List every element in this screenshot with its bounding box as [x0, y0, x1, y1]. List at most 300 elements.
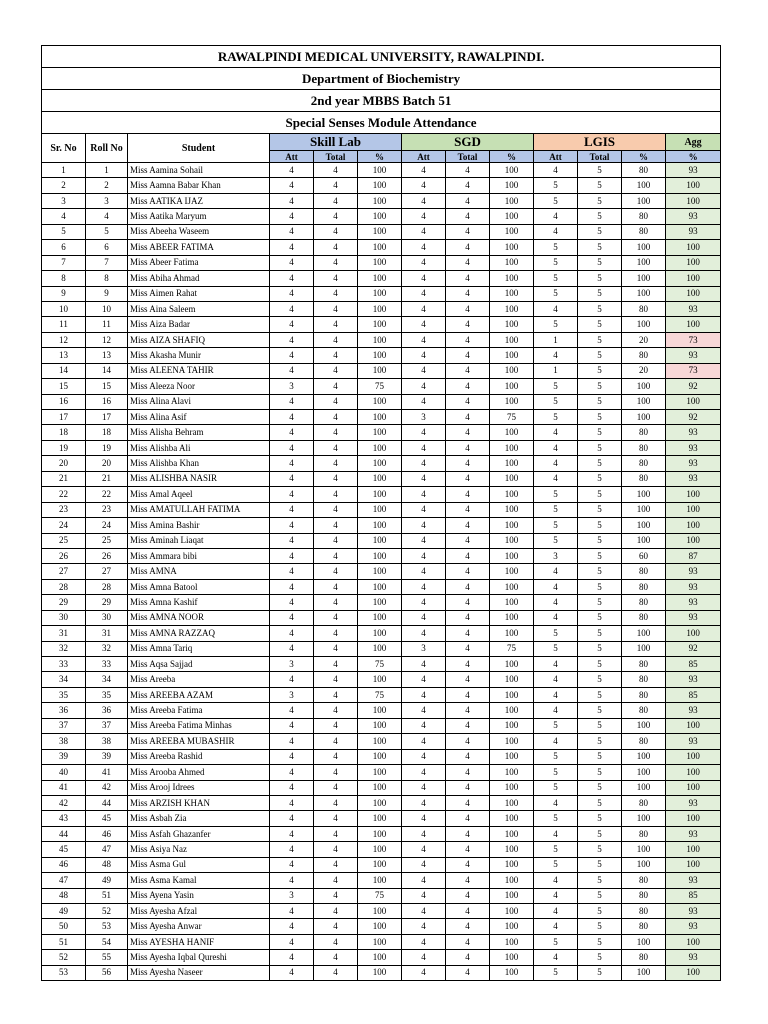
- skill-percent-cell: 100: [358, 579, 402, 594]
- table-row: [42, 579, 721, 594]
- agg-percent-cell: 100: [666, 718, 721, 733]
- sgd-percent-cell: 100: [490, 595, 534, 610]
- skill-total-cell: 4: [314, 440, 358, 455]
- lgis-total-cell: 5: [578, 579, 622, 594]
- lgis-percent-cell: 100: [622, 965, 666, 980]
- student-name-cell: Miss Ammara bibi: [128, 548, 270, 563]
- student-name-cell: Miss Areeba Fatima Minhas: [128, 718, 270, 733]
- skill-total-cell: 4: [314, 564, 358, 579]
- roll-no-cell: 2: [86, 178, 128, 193]
- lgis-percent-cell: 20: [622, 363, 666, 378]
- skill-percent-cell: 100: [358, 363, 402, 378]
- roll-no-cell: 34: [86, 672, 128, 687]
- lgis-total-cell: 5: [578, 286, 622, 301]
- roll-no-cell: 1: [86, 163, 128, 178]
- sgd-percent-cell: 75: [490, 641, 534, 656]
- skill-total-cell: 4: [314, 641, 358, 656]
- sgd-att-cell: 4: [402, 765, 446, 780]
- skill-total-cell: 4: [314, 826, 358, 841]
- lgis-total-cell: 5: [578, 718, 622, 733]
- skill-percent-cell: 100: [358, 842, 402, 857]
- student-name-cell: Miss AREEBA AZAM: [128, 687, 270, 702]
- sgd-att-cell: 4: [402, 178, 446, 193]
- lgis-percent-cell: 100: [622, 718, 666, 733]
- skill-total-cell: 4: [314, 271, 358, 286]
- skill-att-cell: 4: [270, 224, 314, 239]
- lgis-total-cell: 5: [578, 301, 622, 316]
- sgd-percent-cell: 100: [490, 626, 534, 641]
- skill-att-cell: 3: [270, 888, 314, 903]
- student-name-cell: Miss Aqsa Sajjad: [128, 657, 270, 672]
- skill-att-cell: 4: [270, 857, 314, 872]
- sgd-total-cell: 4: [446, 934, 490, 949]
- sr-no-cell: 14: [42, 363, 86, 378]
- skill-total-cell: 4: [314, 626, 358, 641]
- table-row: [42, 379, 721, 394]
- lgis-percent-cell: 100: [622, 749, 666, 764]
- student-name-cell: Miss Asbah Zia: [128, 811, 270, 826]
- sgd-total-cell: 4: [446, 564, 490, 579]
- sgd-att-cell: 4: [402, 533, 446, 548]
- sgd-total-cell: 4: [446, 718, 490, 733]
- agg-percent-cell: 73: [666, 332, 721, 347]
- lgis-total-cell: 5: [578, 471, 622, 486]
- skill-total-cell: 4: [314, 888, 358, 903]
- skill-att-cell: 4: [270, 641, 314, 656]
- lgis-att-cell: 1: [534, 363, 578, 378]
- sr-no-cell: 17: [42, 410, 86, 425]
- sgd-total-cell: 4: [446, 950, 490, 965]
- sgd-percent-cell: 100: [490, 224, 534, 239]
- agg-percent-cell: 100: [666, 934, 721, 949]
- student-name-cell: Miss ALISHBA NASIR: [128, 471, 270, 486]
- skill-percent-cell: 100: [358, 255, 402, 270]
- lgis-percent-cell: 100: [622, 240, 666, 255]
- lgis-att-cell: 5: [534, 718, 578, 733]
- sr-no-cell: 27: [42, 564, 86, 579]
- sr-no-cell: 39: [42, 749, 86, 764]
- sgd-att-cell: 4: [402, 811, 446, 826]
- skill-att-cell: 4: [270, 811, 314, 826]
- skill-att-cell: 4: [270, 795, 314, 810]
- sgd-att-cell: 4: [402, 518, 446, 533]
- skill-total-header: Total: [314, 151, 358, 163]
- lgis-percent-cell: 80: [622, 456, 666, 471]
- skill-att-header: Att: [270, 151, 314, 163]
- lgis-percent-cell: 80: [622, 440, 666, 455]
- sr-no-cell: 1: [42, 163, 86, 178]
- lgis-total-cell: 5: [578, 657, 622, 672]
- roll-no-cell: 44: [86, 795, 128, 810]
- student-name-cell: Miss AMNA: [128, 564, 270, 579]
- roll-no-cell: 41: [86, 765, 128, 780]
- lgis-total-cell: 5: [578, 564, 622, 579]
- lgis-att-cell: 4: [534, 672, 578, 687]
- sgd-percent-cell: 100: [490, 163, 534, 178]
- sgd-total-cell: 4: [446, 657, 490, 672]
- skill-att-cell: 3: [270, 657, 314, 672]
- sgd-percent-cell: 100: [490, 394, 534, 409]
- roll-no-cell: 49: [86, 873, 128, 888]
- skill-att-cell: 4: [270, 610, 314, 625]
- sgd-att-cell: 4: [402, 579, 446, 594]
- agg-percent-cell: 100: [666, 518, 721, 533]
- sgd-percent-cell: 100: [490, 317, 534, 332]
- agg-percent-cell: 85: [666, 657, 721, 672]
- sr-no-cell: 38: [42, 734, 86, 749]
- roll-no-cell: 39: [86, 749, 128, 764]
- sgd-percent-cell: 100: [490, 718, 534, 733]
- lgis-att-cell: 4: [534, 224, 578, 239]
- skill-att-cell: 4: [270, 440, 314, 455]
- lgis-percent-cell: 100: [622, 286, 666, 301]
- agg-percent-cell: 100: [666, 965, 721, 980]
- student-name-cell: Miss Akasha Munir: [128, 348, 270, 363]
- sgd-percent-cell: 100: [490, 672, 534, 687]
- student-name-cell: Miss Amna Kashif: [128, 595, 270, 610]
- lgis-total-cell: 5: [578, 641, 622, 656]
- lgis-percent-cell: 100: [622, 178, 666, 193]
- sgd-total-cell: 4: [446, 502, 490, 517]
- sr-no-cell: 36: [42, 703, 86, 718]
- sgd-percent-cell: 100: [490, 286, 534, 301]
- lgis-total-cell: 5: [578, 626, 622, 641]
- table-row: [42, 780, 721, 795]
- student-name-cell: Miss Amal Aqeel: [128, 487, 270, 502]
- sgd-total-cell: 4: [446, 348, 490, 363]
- student-name-cell: Miss Areeba Rashid: [128, 749, 270, 764]
- sgd-percent-cell: 100: [490, 749, 534, 764]
- sr-no-cell: 20: [42, 456, 86, 471]
- skill-percent-cell: 100: [358, 178, 402, 193]
- skill-att-cell: 4: [270, 286, 314, 301]
- lgis-total-header: Total: [578, 151, 622, 163]
- skill-percent-cell: 100: [358, 456, 402, 471]
- lgis-att-cell: 4: [534, 425, 578, 440]
- sgd-att-cell: 4: [402, 904, 446, 919]
- lgis-percent-cell: 80: [622, 734, 666, 749]
- sgd-percent-cell: 100: [490, 842, 534, 857]
- table-row: [42, 410, 721, 425]
- sr-no-cell: 34: [42, 672, 86, 687]
- agg-percent-cell: 100: [666, 857, 721, 872]
- lgis-att-cell: 5: [534, 811, 578, 826]
- agg-header: Agg: [666, 134, 721, 151]
- sgd-percent-cell: 100: [490, 919, 534, 934]
- sr-no-cell: 43: [42, 811, 86, 826]
- skill-att-cell: 4: [270, 394, 314, 409]
- lgis-att-cell: 5: [534, 749, 578, 764]
- roll-no-cell: 10: [86, 301, 128, 316]
- lgis-att-cell: 5: [534, 518, 578, 533]
- agg-percent-cell: 93: [666, 950, 721, 965]
- skill-att-cell: 4: [270, 950, 314, 965]
- agg-percent-cell: 93: [666, 456, 721, 471]
- agg-percent-cell: 93: [666, 919, 721, 934]
- skill-att-cell: 4: [270, 363, 314, 378]
- sgd-att-cell: 4: [402, 888, 446, 903]
- lgis-att-cell: 4: [534, 163, 578, 178]
- sgd-percent-cell: 100: [490, 657, 534, 672]
- sgd-total-cell: 4: [446, 271, 490, 286]
- skill-total-cell: 4: [314, 579, 358, 594]
- lgis-total-cell: 5: [578, 425, 622, 440]
- sgd-total-cell: 4: [446, 518, 490, 533]
- sgd-percent-cell: 100: [490, 518, 534, 533]
- skill-total-cell: 4: [314, 209, 358, 224]
- sgd-percent-cell: 100: [490, 904, 534, 919]
- sgd-att-cell: 4: [402, 703, 446, 718]
- student-name-cell: Miss AMATULLAH FATIMA: [128, 502, 270, 517]
- skill-percent-cell: 75: [358, 657, 402, 672]
- roll-no-cell: 55: [86, 950, 128, 965]
- skill-total-cell: 4: [314, 610, 358, 625]
- lgis-att-cell: 5: [534, 842, 578, 857]
- skill-total-cell: 4: [314, 533, 358, 548]
- skill-att-cell: 4: [270, 518, 314, 533]
- skill-percent-cell: 100: [358, 163, 402, 178]
- sgd-total-cell: 4: [446, 641, 490, 656]
- sgd-total-cell: 4: [446, 965, 490, 980]
- sgd-att-cell: 4: [402, 348, 446, 363]
- lgis-att-cell: 5: [534, 255, 578, 270]
- lgis-total-cell: 5: [578, 502, 622, 517]
- lgis-total-cell: 5: [578, 904, 622, 919]
- skill-total-cell: 4: [314, 857, 358, 872]
- lgis-percent-cell: 100: [622, 317, 666, 332]
- roll-no-cell: 9: [86, 286, 128, 301]
- skill-total-cell: 4: [314, 734, 358, 749]
- sr-no-cell: 18: [42, 425, 86, 440]
- skill-total-cell: 4: [314, 548, 358, 563]
- agg-percent-cell: 93: [666, 904, 721, 919]
- lgis-total-cell: 5: [578, 379, 622, 394]
- student-name-cell: Miss AMNA RAZZAQ: [128, 626, 270, 641]
- student-name-cell: Miss Alisha Behram: [128, 425, 270, 440]
- skill-att-cell: 4: [270, 842, 314, 857]
- sr-no-cell: 19: [42, 440, 86, 455]
- student-name-cell: Miss Alina Alavi: [128, 394, 270, 409]
- roll-no-cell: 17: [86, 410, 128, 425]
- student-header: Student: [128, 134, 270, 163]
- sgd-percent-cell: 100: [490, 271, 534, 286]
- lgis-percent-cell: 100: [622, 271, 666, 286]
- sr-no-cell: 31: [42, 626, 86, 641]
- roll-no-cell: 26: [86, 548, 128, 563]
- roll-no-cell: 25: [86, 533, 128, 548]
- skill-att-cell: 4: [270, 626, 314, 641]
- skill-att-cell: 4: [270, 965, 314, 980]
- table-row: [42, 548, 721, 563]
- skill-lab-header: Skill Lab: [270, 134, 402, 151]
- sgd-att-cell: 4: [402, 672, 446, 687]
- lgis-att-cell: 4: [534, 795, 578, 810]
- skill-total-cell: 4: [314, 795, 358, 810]
- student-name-cell: Miss Aamina Sohail: [128, 163, 270, 178]
- lgis-total-cell: 5: [578, 873, 622, 888]
- sgd-att-cell: 4: [402, 471, 446, 486]
- sgd-att-cell: 4: [402, 240, 446, 255]
- agg-percent-cell: 100: [666, 780, 721, 795]
- agg-percent-cell: 100: [666, 255, 721, 270]
- skill-percent-cell: 100: [358, 240, 402, 255]
- sgd-total-cell: 4: [446, 255, 490, 270]
- sgd-percent-header: %: [490, 151, 534, 163]
- table-row: [42, 842, 721, 857]
- sgd-percent-cell: 100: [490, 255, 534, 270]
- attendance-sheet: [41, 45, 720, 981]
- table-row: [42, 193, 721, 208]
- sr-no-cell: 42: [42, 795, 86, 810]
- student-name-cell: Miss AATIKA IJAZ: [128, 193, 270, 208]
- sgd-att-cell: 4: [402, 919, 446, 934]
- sr-no-cell: 3: [42, 193, 86, 208]
- lgis-percent-cell: 100: [622, 487, 666, 502]
- roll-no-cell: 31: [86, 626, 128, 641]
- sgd-percent-cell: 100: [490, 348, 534, 363]
- skill-percent-cell: 100: [358, 950, 402, 965]
- sgd-total-cell: 4: [446, 301, 490, 316]
- skill-percent-cell: 100: [358, 193, 402, 208]
- skill-total-cell: 4: [314, 904, 358, 919]
- skill-total-cell: 4: [314, 379, 358, 394]
- skill-att-cell: 4: [270, 873, 314, 888]
- skill-total-cell: 4: [314, 687, 358, 702]
- lgis-att-cell: 5: [534, 934, 578, 949]
- roll-no-cell: 35: [86, 687, 128, 702]
- sgd-total-cell: 4: [446, 765, 490, 780]
- student-name-cell: Miss Areeba: [128, 672, 270, 687]
- agg-percent-cell: 73: [666, 363, 721, 378]
- sgd-percent-cell: 100: [490, 193, 534, 208]
- department-title: Department of Biochemistry: [42, 68, 721, 90]
- lgis-att-cell: 4: [534, 209, 578, 224]
- sgd-percent-cell: 100: [490, 888, 534, 903]
- roll-no-cell: 36: [86, 703, 128, 718]
- sgd-percent-cell: 100: [490, 502, 534, 517]
- agg-percent-cell: 92: [666, 379, 721, 394]
- lgis-percent-cell: 80: [622, 348, 666, 363]
- lgis-att-cell: 5: [534, 857, 578, 872]
- skill-att-cell: 4: [270, 255, 314, 270]
- roll-no-cell: 29: [86, 595, 128, 610]
- table-row: [42, 456, 721, 471]
- lgis-total-cell: 5: [578, 363, 622, 378]
- sgd-total-header: Total: [446, 151, 490, 163]
- sgd-total-cell: 4: [446, 610, 490, 625]
- student-name-cell: Miss Arooba Ahmed: [128, 765, 270, 780]
- lgis-att-cell: 4: [534, 471, 578, 486]
- table-row: [42, 657, 721, 672]
- agg-percent-cell: 93: [666, 873, 721, 888]
- student-name-cell: Miss Areeba Fatima: [128, 703, 270, 718]
- agg-percent-cell: 93: [666, 348, 721, 363]
- sgd-total-cell: 4: [446, 440, 490, 455]
- sgd-att-cell: 4: [402, 595, 446, 610]
- sgd-att-cell: 4: [402, 857, 446, 872]
- skill-percent-cell: 100: [358, 672, 402, 687]
- sgd-att-cell: 4: [402, 826, 446, 841]
- lgis-total-cell: 5: [578, 857, 622, 872]
- lgis-att-cell: 4: [534, 734, 578, 749]
- student-name-cell: Miss Ayesha Iqbal Qureshi: [128, 950, 270, 965]
- roll-no-cell: 15: [86, 379, 128, 394]
- sgd-total-cell: 4: [446, 703, 490, 718]
- skill-att-cell: 4: [270, 734, 314, 749]
- agg-percent-cell: 85: [666, 888, 721, 903]
- sgd-att-cell: 4: [402, 564, 446, 579]
- table-row: [42, 564, 721, 579]
- table-row: [42, 811, 721, 826]
- skill-percent-cell: 100: [358, 857, 402, 872]
- sgd-total-cell: 4: [446, 548, 490, 563]
- lgis-att-cell: 4: [534, 950, 578, 965]
- lgis-att-cell: 4: [534, 348, 578, 363]
- sgd-total-cell: 4: [446, 286, 490, 301]
- batch-title: 2nd year MBBS Batch 51: [42, 90, 721, 112]
- table-row: [42, 873, 721, 888]
- sr-no-cell: 15: [42, 379, 86, 394]
- sr-no-cell: 53: [42, 965, 86, 980]
- skill-att-cell: 4: [270, 564, 314, 579]
- table-row: [42, 240, 721, 255]
- lgis-att-cell: 5: [534, 240, 578, 255]
- sgd-total-cell: 4: [446, 595, 490, 610]
- skill-percent-cell: 100: [358, 502, 402, 517]
- agg-percent-cell: 100: [666, 502, 721, 517]
- agg-percent-header: %: [666, 151, 721, 163]
- skill-att-cell: 4: [270, 749, 314, 764]
- skill-total-cell: 4: [314, 332, 358, 347]
- agg-percent-cell: 93: [666, 301, 721, 316]
- sr-no-cell: 25: [42, 533, 86, 548]
- lgis-att-cell: 4: [534, 610, 578, 625]
- skill-percent-cell: 100: [358, 826, 402, 841]
- lgis-total-cell: 5: [578, 672, 622, 687]
- agg-percent-cell: 93: [666, 734, 721, 749]
- lgis-total-cell: 5: [578, 595, 622, 610]
- skill-percent-cell: 100: [358, 271, 402, 286]
- skill-percent-cell: 100: [358, 626, 402, 641]
- sr-no-cell: 5: [42, 224, 86, 239]
- sgd-att-cell: 4: [402, 163, 446, 178]
- sgd-percent-cell: 100: [490, 873, 534, 888]
- sgd-percent-cell: 100: [490, 363, 534, 378]
- sgd-att-cell: 4: [402, 363, 446, 378]
- lgis-att-cell: 4: [534, 687, 578, 702]
- skill-att-cell: 4: [270, 332, 314, 347]
- agg-percent-cell: 100: [666, 842, 721, 857]
- sgd-att-cell: 4: [402, 317, 446, 332]
- table-row: [42, 826, 721, 841]
- skill-percent-cell: 100: [358, 224, 402, 239]
- skill-total-cell: 4: [314, 363, 358, 378]
- sgd-att-cell: 4: [402, 209, 446, 224]
- student-name-cell: Miss Ayesha Anwar: [128, 919, 270, 934]
- sgd-percent-cell: 100: [490, 934, 534, 949]
- sr-no-cell: 23: [42, 502, 86, 517]
- lgis-total-cell: 5: [578, 965, 622, 980]
- lgis-percent-cell: 80: [622, 873, 666, 888]
- agg-percent-cell: 100: [666, 286, 721, 301]
- agg-percent-cell: 100: [666, 317, 721, 332]
- sgd-att-cell: 4: [402, 626, 446, 641]
- sgd-percent-cell: 100: [490, 301, 534, 316]
- roll-no-cell: 42: [86, 780, 128, 795]
- roll-no-cell: 13: [86, 348, 128, 363]
- student-name-cell: Miss AIZA SHAFIQ: [128, 332, 270, 347]
- university-title: RAWALPINDI MEDICAL UNIVERSITY, RAWALPINDI.: [42, 46, 721, 68]
